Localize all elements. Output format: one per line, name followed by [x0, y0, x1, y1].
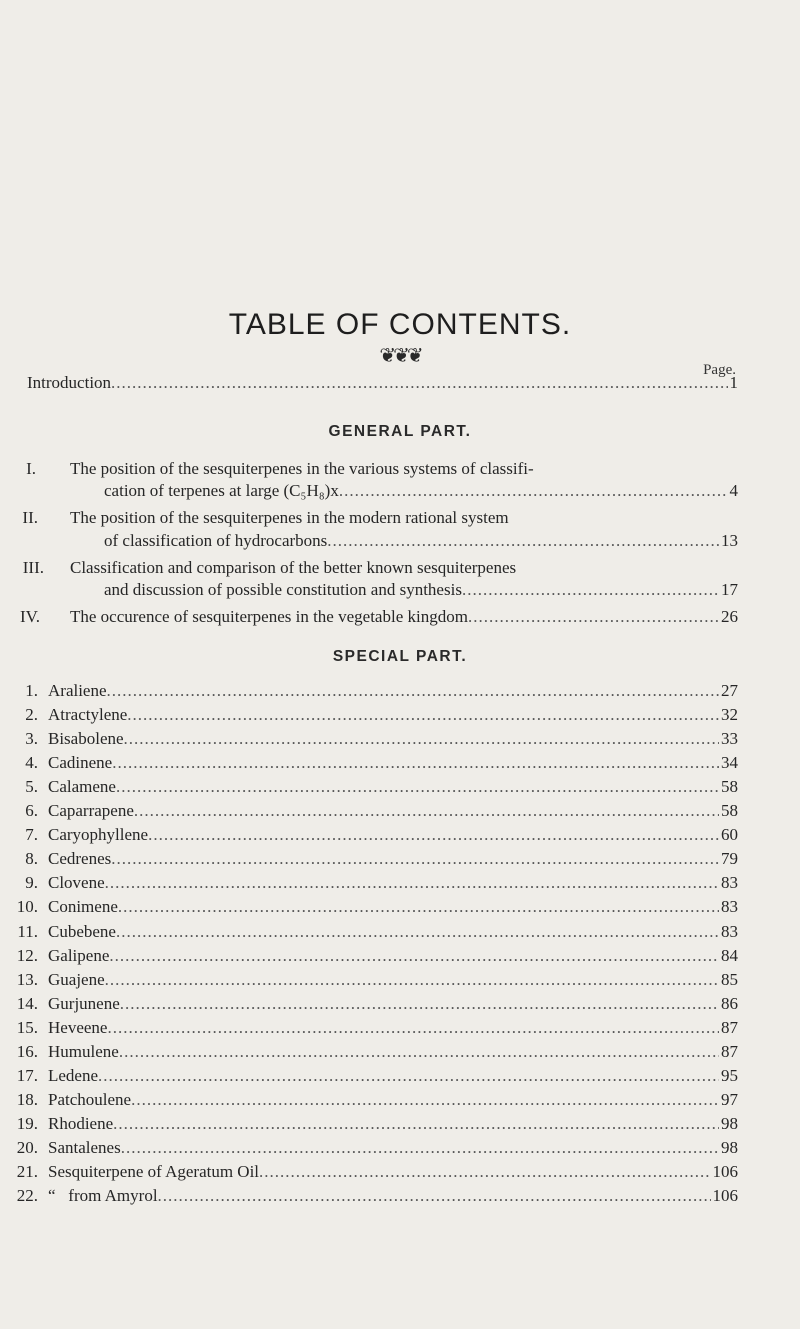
toc-entry-continuation[interactable]	[0, 530, 800, 552]
toc-entry-special[interactable]	[0, 1137, 800, 1159]
entry-number: 12.	[16, 945, 38, 965]
entry-number: 3.	[25, 729, 38, 749]
entry-number: 4.	[25, 753, 38, 773]
entry-page: 87	[721, 1041, 738, 1061]
leader-dots	[105, 872, 719, 894]
toc-entry-special[interactable]	[0, 824, 800, 846]
entry-page: 106	[712, 1186, 738, 1206]
entry-page: 27	[721, 681, 738, 700]
leader-dots	[113, 1113, 719, 1135]
entry-page: 34	[721, 753, 738, 773]
leader-dots	[107, 1017, 719, 1039]
entry-page: 26	[721, 607, 738, 626]
entry-label: Classification and comparison of the better known sesquiterpenes	[70, 558, 517, 577]
entry-label: Guajene	[48, 969, 105, 989]
entry-page: 83	[721, 873, 738, 893]
leader-dots	[119, 1041, 719, 1063]
entry-label: cation of terpenes at large (C₅H₈)x	[104, 481, 339, 500]
entry-number: 22.	[16, 1186, 38, 1206]
toc-entry-continuation[interactable]	[0, 480, 800, 502]
entry-page: 97	[721, 1089, 738, 1109]
entry-number: IV.	[20, 607, 40, 626]
leader-dots	[116, 776, 719, 798]
entry-label: Araliene	[48, 681, 107, 700]
entry-label: of classification of hydrocarbons	[104, 531, 328, 550]
entry-number: 11.	[17, 921, 38, 941]
entry-label: The position of the sesquiterpenes in the modern rational system	[70, 508, 509, 527]
toc-entry-special[interactable]	[0, 1161, 800, 1183]
leader-dots	[127, 704, 719, 726]
leader-dots	[131, 1089, 719, 1111]
entry-page: 1	[729, 373, 738, 392]
toc-entry-general[interactable]	[0, 507, 800, 529]
entry-page: 84	[721, 945, 738, 965]
entry-page: 79	[721, 849, 738, 869]
entry-page: 60	[721, 825, 738, 845]
toc-entry-special[interactable]	[0, 921, 800, 943]
leader-dots	[109, 945, 719, 967]
leader-dots	[327, 530, 719, 552]
leader-dots	[134, 800, 719, 822]
entry-number: 10.	[16, 897, 38, 917]
entry-page: 86	[721, 993, 738, 1013]
leader-dots	[105, 969, 719, 991]
toc-entry-special[interactable]	[0, 800, 800, 822]
entry-number: I.	[26, 459, 36, 478]
toc-entry-special[interactable]	[0, 1041, 800, 1063]
entry-number: 14.	[16, 993, 38, 1013]
entry-number: 1.	[25, 681, 38, 700]
page-title: TABLE OF CONTENTS.	[228, 308, 572, 341]
toc-entry-special[interactable]	[0, 1089, 800, 1111]
leader-dots	[111, 372, 727, 394]
section-heading-special: SPECIAL PART.	[332, 648, 468, 665]
toc-entry-special[interactable]	[0, 896, 800, 918]
entry-page: 83	[721, 921, 738, 941]
entry-page: 95	[721, 1065, 738, 1085]
entry-label: The occurence of sesquiterpenes in the vegetable kingdom	[70, 607, 468, 626]
entry-page: 98	[721, 1137, 738, 1157]
entry-label: Galipene	[48, 945, 110, 965]
entry-number: II.	[22, 508, 38, 527]
entry-page: 85	[721, 969, 738, 989]
entry-label: Ledene	[48, 1065, 99, 1085]
leader-dots	[107, 680, 719, 702]
entry-number: 9.	[25, 873, 38, 893]
entry-page: 58	[721, 777, 738, 797]
entry-number: 15.	[16, 1017, 38, 1037]
entry-label: Santalenes	[48, 1137, 121, 1157]
entry-label: Humulene	[48, 1041, 119, 1061]
entry-number: 13.	[16, 969, 38, 989]
entry-label: Heveene	[48, 1017, 108, 1037]
entry-page: 13	[721, 531, 738, 550]
entry-number: 21.	[16, 1162, 38, 1181]
toc-entry-general[interactable]	[0, 557, 800, 579]
leader-dots	[118, 896, 719, 918]
entry-label: Conimene	[48, 897, 118, 917]
leader-dots	[124, 728, 719, 750]
entry-label: Clovene	[48, 873, 105, 893]
entry-number: III.	[22, 558, 44, 577]
leader-dots	[158, 1185, 711, 1207]
leader-dots	[121, 1137, 719, 1159]
toc-entry-special[interactable]	[0, 680, 800, 702]
entry-label: The position of the sesquiterpenes in the various systems of classifi-	[70, 459, 534, 478]
entry-label: Caryophyllene	[48, 825, 149, 845]
entry-number: 19.	[16, 1113, 38, 1133]
entry-number: 8.	[25, 849, 38, 869]
section-heading-general: GENERAL PART.	[328, 423, 472, 440]
entry-page: 106	[712, 1162, 738, 1181]
toc-entry-special[interactable]	[0, 969, 800, 991]
entry-label: Bisabolene	[48, 729, 124, 749]
leader-dots	[468, 606, 719, 628]
entry-label: Introduction	[27, 373, 112, 392]
entry-label: Atractylene	[48, 705, 128, 725]
toc-entry-special[interactable]	[0, 1017, 800, 1039]
entry-page: 33	[721, 729, 738, 749]
toc-entry-special[interactable]	[0, 776, 800, 798]
leader-dots	[339, 480, 728, 502]
toc-entry-special[interactable]	[0, 752, 800, 774]
leader-dots	[120, 993, 719, 1015]
toc-entry-special[interactable]	[0, 1065, 800, 1087]
toc-entry-special[interactable]	[0, 993, 800, 1015]
leader-dots	[116, 921, 719, 943]
entry-label: Cubebene	[48, 921, 116, 941]
entry-number: 17.	[16, 1065, 38, 1085]
toc-entry-special[interactable]	[0, 728, 800, 750]
entry-label: and discussion of possible constitution and synthesis	[104, 580, 462, 599]
entry-label: Rhodiene	[48, 1113, 114, 1133]
entry-page: 83	[721, 897, 738, 917]
entry-page: 4	[729, 481, 738, 500]
entry-label: Cadinene	[48, 753, 113, 773]
entry-page: 87	[721, 1017, 738, 1037]
entry-number: 20.	[16, 1137, 38, 1157]
entry-page: 98	[721, 1113, 738, 1133]
toc-entry-special[interactable]	[0, 1185, 800, 1207]
entry-label: Calamene	[48, 777, 116, 797]
page-column-header: Page.	[703, 362, 736, 378]
toc-entry-special[interactable]	[0, 872, 800, 894]
entry-label: Gurjunene	[48, 993, 120, 1013]
entry-label: Patchoulene	[48, 1089, 132, 1109]
leader-dots	[462, 579, 719, 601]
leader-dots	[148, 824, 719, 846]
entry-number: 7.	[25, 825, 38, 845]
entry-page: 32	[721, 705, 738, 725]
entry-label: Caparrapene	[48, 801, 134, 821]
entry-page: 58	[721, 801, 738, 821]
toc-entry-continuation[interactable]	[0, 579, 800, 601]
entry-label: Cedrenes	[48, 849, 112, 869]
toc-entry-special[interactable]	[0, 1113, 800, 1135]
entry-label: Sesquiterpene of Ageratum Oil	[48, 1162, 260, 1181]
entry-number: 6.	[25, 801, 38, 821]
toc-entry-special[interactable]	[0, 945, 800, 967]
toc-entry-special[interactable]	[0, 848, 800, 870]
leader-dots	[98, 1065, 719, 1087]
entry-number: 2.	[25, 705, 38, 725]
ornament-icon: ❦❦❦	[379, 345, 421, 367]
entry-page: 17	[721, 580, 738, 599]
leader-dots	[112, 752, 719, 774]
toc-entry-special[interactable]	[0, 704, 800, 726]
toc-entry-introduction[interactable]	[0, 372, 800, 394]
leader-dots	[259, 1161, 710, 1183]
entry-number: 18.	[16, 1089, 38, 1109]
leader-dots	[111, 848, 719, 870]
entry-number: 5.	[25, 777, 38, 797]
toc-entry-general[interactable]	[0, 458, 800, 480]
entry-number: 16.	[16, 1041, 38, 1061]
toc-entry-general[interactable]	[0, 606, 800, 628]
entry-label: “ from Amyrol	[48, 1186, 158, 1206]
